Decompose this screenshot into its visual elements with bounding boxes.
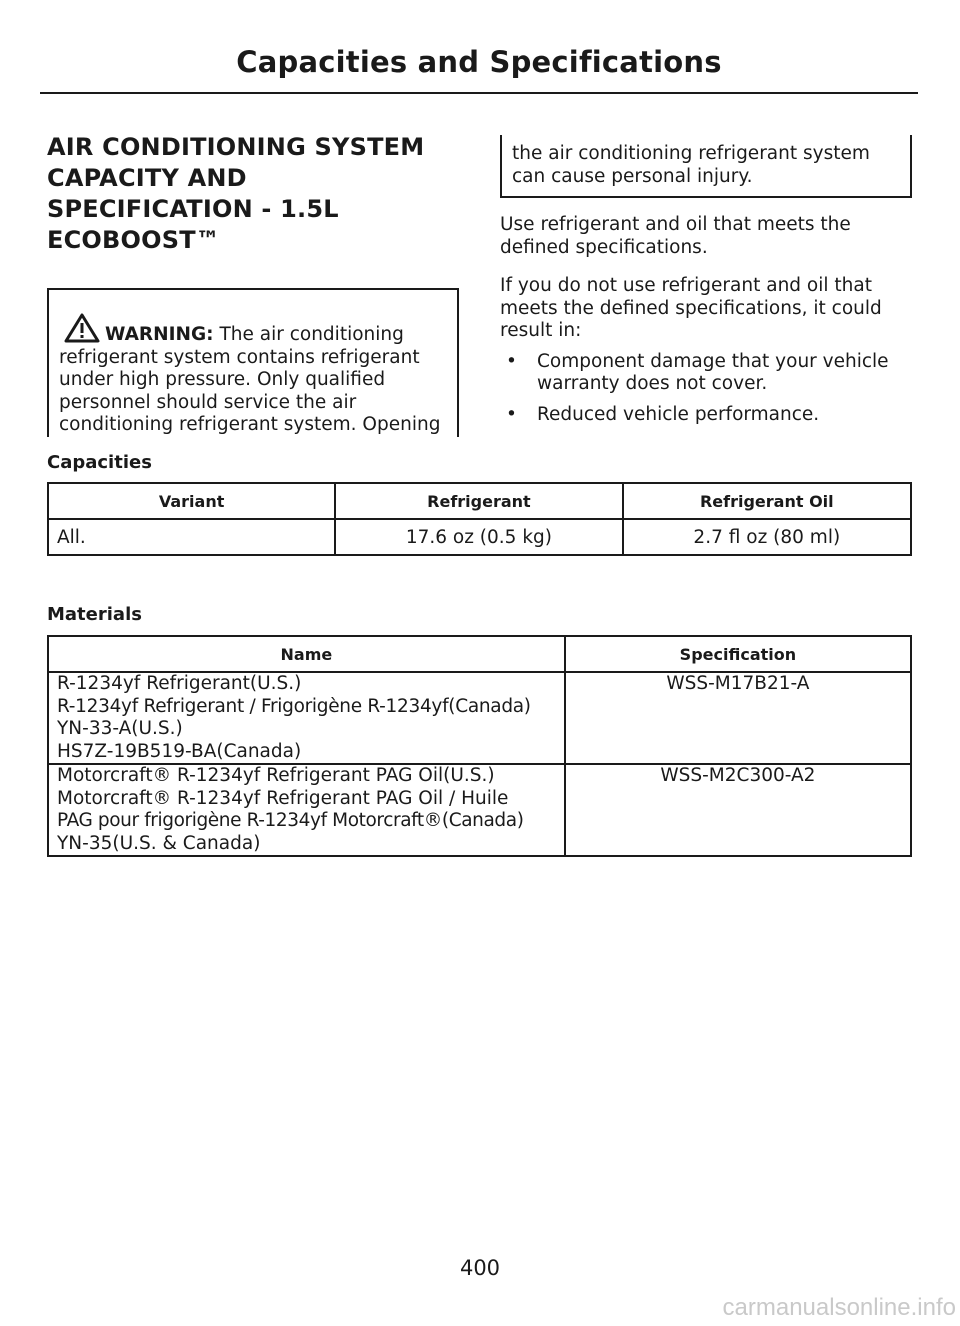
section-title <box>47 132 459 256</box>
table-header-row <box>48 636 911 672</box>
paragraph-specifications: Use refrigerant and oil that meets the defined specifications. <box>500 214 851 258</box>
capacities-table <box>47 482 912 556</box>
table-row <box>48 764 911 856</box>
table-row <box>48 672 911 764</box>
page-title: Capacities and Specifications <box>236 45 722 79</box>
materials-heading: Materials <box>47 604 142 625</box>
cell-specification: WSS-M2C300-A2 <box>565 764 911 856</box>
section-title-line-2: CAPACITY AND <box>47 164 247 192</box>
watermark: carmanualsonline.info <box>722 1294 956 1321</box>
material-name-line: PAG pour frigorigène R-1234yf Motorcraft®(Canada) <box>57 810 524 831</box>
cell-specification: WSS-M17B21-A <box>565 672 911 764</box>
list-item: • Reduced vehicle performance. <box>500 404 912 427</box>
material-name-line: HS7Z-19B519-BA(Canada) <box>57 740 302 762</box>
material-name-line: YN-33-A(U.S.) <box>57 718 183 739</box>
section-title-line-1: AIR CONDITIONING SYSTEM <box>47 133 425 161</box>
warning-box <box>47 288 459 437</box>
column-header-specification: Specification <box>565 636 911 672</box>
section-title-line-3: SPECIFICATION - 1.5L <box>47 195 339 223</box>
page-header <box>40 40 918 94</box>
warning-label: WARNING: <box>105 324 214 345</box>
material-name-line: Motorcraft® R-1234yf Refrigerant PAG Oil(U.S.) <box>57 765 495 786</box>
cell-material-name <box>48 672 565 764</box>
cell-refrigerant: 17.6 oz (0.5 kg) <box>335 519 622 555</box>
warning-text: The air conditioning refrigerant system contains refrigerant under high pressure. Only qualified personnel should service the air conditioning refrigerant system. Opening <box>59 324 441 435</box>
table-row <box>48 519 911 555</box>
column-header-variant: Variant <box>48 483 335 519</box>
cell-material-name <box>48 764 565 856</box>
warning-continuation: the air conditioning refrigerant system can cause personal injury. <box>500 135 912 198</box>
page-number: 400 <box>459 1256 501 1280</box>
materials-table <box>47 635 912 857</box>
column-header-refrigerant-oil: Refrigerant Oil <box>623 483 911 519</box>
cell-variant: All. <box>48 519 335 555</box>
section-title-line-4: ECOBOOST™ <box>47 226 220 254</box>
column-header-refrigerant: Refrigerant <box>335 483 622 519</box>
capacities-heading: Capacities <box>47 452 152 473</box>
material-name-line: R-1234yf Refrigerant / Frigorigène R-1234yf(Canada) <box>57 695 531 717</box>
left-column <box>47 132 459 437</box>
material-name-line: R-1234yf Refrigerant(U.S.) <box>57 673 302 694</box>
table-header-row <box>48 483 911 519</box>
right-column <box>500 135 912 434</box>
paragraph-consequences: If you do not use refrigerant and oil that meets the defined specifications, it could result in: <box>500 275 882 341</box>
material-name-line: YN-35(U.S. & Canada) <box>57 832 261 854</box>
consequence-list <box>500 351 912 427</box>
warning-triangle-icon <box>63 312 101 344</box>
material-name-line: Motorcraft® R-1234yf Refrigerant PAG Oil / Huile <box>57 787 509 809</box>
list-item: • Component damage that your vehicle warranty does not cover. <box>500 351 912 396</box>
column-header-name: Name <box>48 636 565 672</box>
cell-refrigerant-oil: 2.7 fl oz (80 ml) <box>623 519 911 555</box>
